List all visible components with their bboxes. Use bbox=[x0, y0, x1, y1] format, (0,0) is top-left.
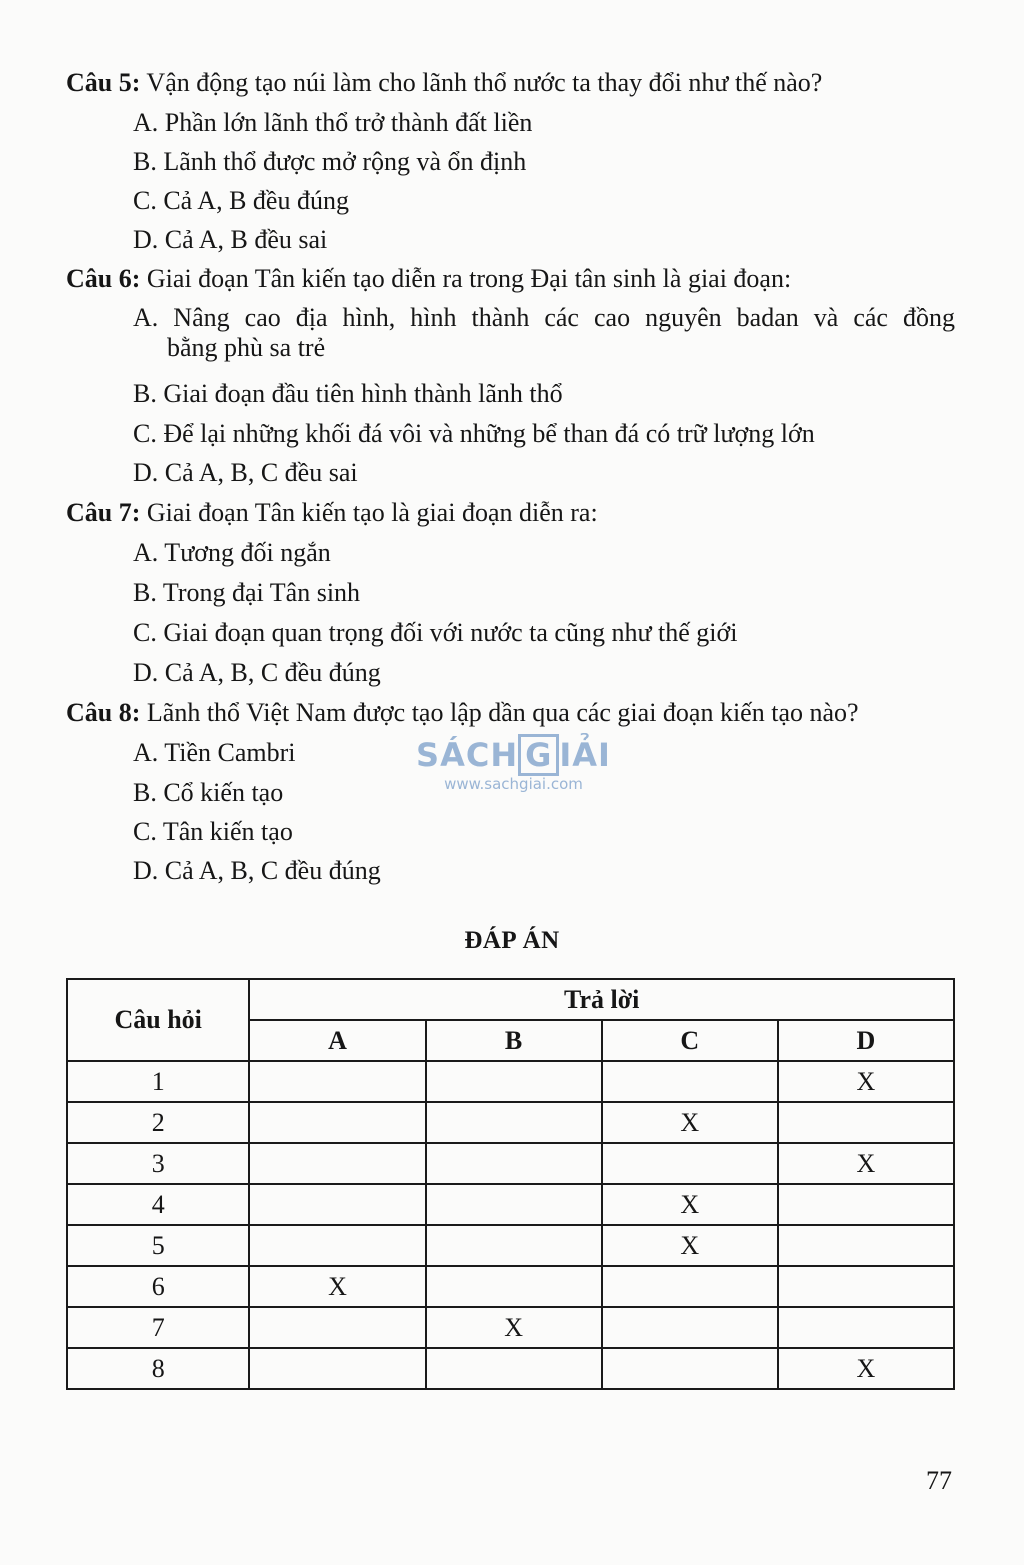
option-7d: D. Cả A, B, C đều đúng bbox=[133, 658, 381, 687]
table-row bbox=[67, 1225, 954, 1266]
question-number-cell: 4 bbox=[67, 1184, 249, 1225]
answer-cell-d bbox=[778, 1102, 954, 1143]
answer-cell-c bbox=[602, 1307, 778, 1348]
table-row bbox=[67, 1348, 954, 1389]
option-6a bbox=[133, 303, 955, 363]
watermark-brand: SÁCH G IẢI bbox=[416, 736, 611, 774]
question-number-cell: 1 bbox=[67, 1061, 249, 1102]
page-number: 77 bbox=[926, 1466, 952, 1495]
answer-cell-a bbox=[249, 1225, 425, 1266]
question-number-cell: 5 bbox=[67, 1225, 249, 1266]
question-number-cell: 7 bbox=[67, 1307, 249, 1348]
option-6a-line1: A. Nâng cao địa hình, hình thành các cao nguyên badan và các đồng bbox=[133, 303, 955, 332]
column-header-c: C bbox=[602, 1020, 778, 1061]
option-6a-line2: bằng phù sa trẻ bbox=[167, 333, 326, 362]
answer-cell-d: X bbox=[778, 1061, 954, 1102]
question-7 bbox=[66, 498, 598, 528]
option-5d: D. Cả A, B đều sai bbox=[133, 225, 328, 254]
answer-cell-a bbox=[249, 1184, 425, 1225]
answer-cell-b bbox=[426, 1184, 602, 1225]
question-number-cell: 3 bbox=[67, 1143, 249, 1184]
answer-cell-b bbox=[426, 1102, 602, 1143]
answer-group-header: Trả lời bbox=[249, 979, 954, 1020]
answer-cell-d bbox=[778, 1184, 954, 1225]
question-number-cell: 8 bbox=[67, 1348, 249, 1389]
answer-cell-c bbox=[602, 1348, 778, 1389]
answer-cell-d: X bbox=[778, 1348, 954, 1389]
option-8a: A. Tiền Cambri bbox=[133, 738, 296, 767]
option-7a: A. Tương đối ngắn bbox=[133, 538, 331, 567]
question-label: Câu 7: bbox=[66, 498, 141, 527]
answer-cell-b bbox=[426, 1225, 602, 1266]
answer-cell-c bbox=[602, 1266, 778, 1307]
question-column-header: Câu hỏi bbox=[67, 979, 249, 1061]
answer-cell-a bbox=[249, 1102, 425, 1143]
option-7c: C. Giai đoạn quan trọng đối với nước ta cũng như thế giới bbox=[133, 618, 738, 647]
question-8 bbox=[66, 698, 859, 728]
answer-cell-a bbox=[249, 1143, 425, 1184]
option-7b: B. Trong đại Tân sinh bbox=[133, 578, 361, 607]
answer-cell-d bbox=[778, 1307, 954, 1348]
answer-table-body bbox=[67, 1061, 954, 1389]
answer-table bbox=[66, 978, 955, 1390]
answer-cell-b bbox=[426, 1348, 602, 1389]
answer-cell-b bbox=[426, 1266, 602, 1307]
answer-cell-c: X bbox=[602, 1184, 778, 1225]
answer-cell-a bbox=[249, 1348, 425, 1389]
answers-heading: ĐÁP ÁN bbox=[464, 927, 560, 954]
answer-cell-b bbox=[426, 1061, 602, 1102]
watermark-url: www.sachgiai.com bbox=[444, 775, 583, 793]
question-label: Câu 8: bbox=[66, 698, 141, 727]
answer-cell-a bbox=[249, 1061, 425, 1102]
table-row bbox=[67, 1307, 954, 1348]
question-6 bbox=[66, 264, 791, 294]
table-row bbox=[67, 1266, 954, 1307]
question-text: Giai đoạn Tân kiến tạo là giai đoạn diễn ra: bbox=[140, 498, 598, 527]
table-row bbox=[67, 1102, 954, 1143]
question-5 bbox=[66, 68, 822, 98]
question-label: Câu 5: bbox=[66, 68, 141, 97]
answer-cell-d bbox=[778, 1266, 954, 1307]
answer-cell-b: X bbox=[426, 1307, 602, 1348]
question-label: Câu 6: bbox=[66, 264, 141, 293]
question-number-cell: 6 bbox=[67, 1266, 249, 1307]
option-5b: B. Lãnh thổ được mở rộng và ổn định bbox=[133, 147, 527, 176]
option-5c: C. Cả A, B đều đúng bbox=[133, 186, 349, 215]
question-text: Lãnh thổ Việt Nam được tạo lập dần qua các giai đoạn kiến tạo nào? bbox=[140, 698, 859, 727]
column-header-b: B bbox=[426, 1020, 602, 1061]
option-6d: D. Cả A, B, C đều sai bbox=[133, 458, 358, 487]
table-row bbox=[67, 1143, 954, 1184]
option-6b: B. Giai đoạn đầu tiên hình thành lãnh thổ bbox=[133, 379, 563, 408]
watermark-logo bbox=[411, 734, 616, 792]
question-text: Giai đoạn Tân kiến tạo diễn ra trong Đại tân sinh là giai đoạn: bbox=[140, 264, 792, 293]
answer-cell-c: X bbox=[602, 1102, 778, 1143]
option-6c: C. Để lại những khối đá vôi và những bể than đá có trữ lượng lớn bbox=[133, 419, 815, 448]
answer-cell-b bbox=[426, 1143, 602, 1184]
option-5a: A. Phần lớn lãnh thổ trở thành đất liền bbox=[133, 108, 533, 137]
option-8b: B. Cổ kiến tạo bbox=[133, 778, 284, 807]
option-8d: D. Cả A, B, C đều đúng bbox=[133, 856, 381, 885]
column-header-a: A bbox=[249, 1020, 425, 1061]
table-row bbox=[67, 1061, 954, 1102]
answer-cell-a bbox=[249, 1307, 425, 1348]
answer-cell-a: X bbox=[249, 1266, 425, 1307]
answer-cell-d: X bbox=[778, 1143, 954, 1184]
question-number-cell: 2 bbox=[67, 1102, 249, 1143]
column-header-d: D bbox=[778, 1020, 954, 1061]
table-row bbox=[67, 1184, 954, 1225]
answer-cell-c: X bbox=[602, 1225, 778, 1266]
question-text: Vận động tạo núi làm cho lãnh thổ nước ta thay đổi như thế nào? bbox=[140, 68, 823, 97]
option-8c: C. Tân kiến tạo bbox=[133, 817, 293, 846]
answer-cell-d bbox=[778, 1225, 954, 1266]
answer-cell-c bbox=[602, 1061, 778, 1102]
answer-cell-c bbox=[602, 1143, 778, 1184]
